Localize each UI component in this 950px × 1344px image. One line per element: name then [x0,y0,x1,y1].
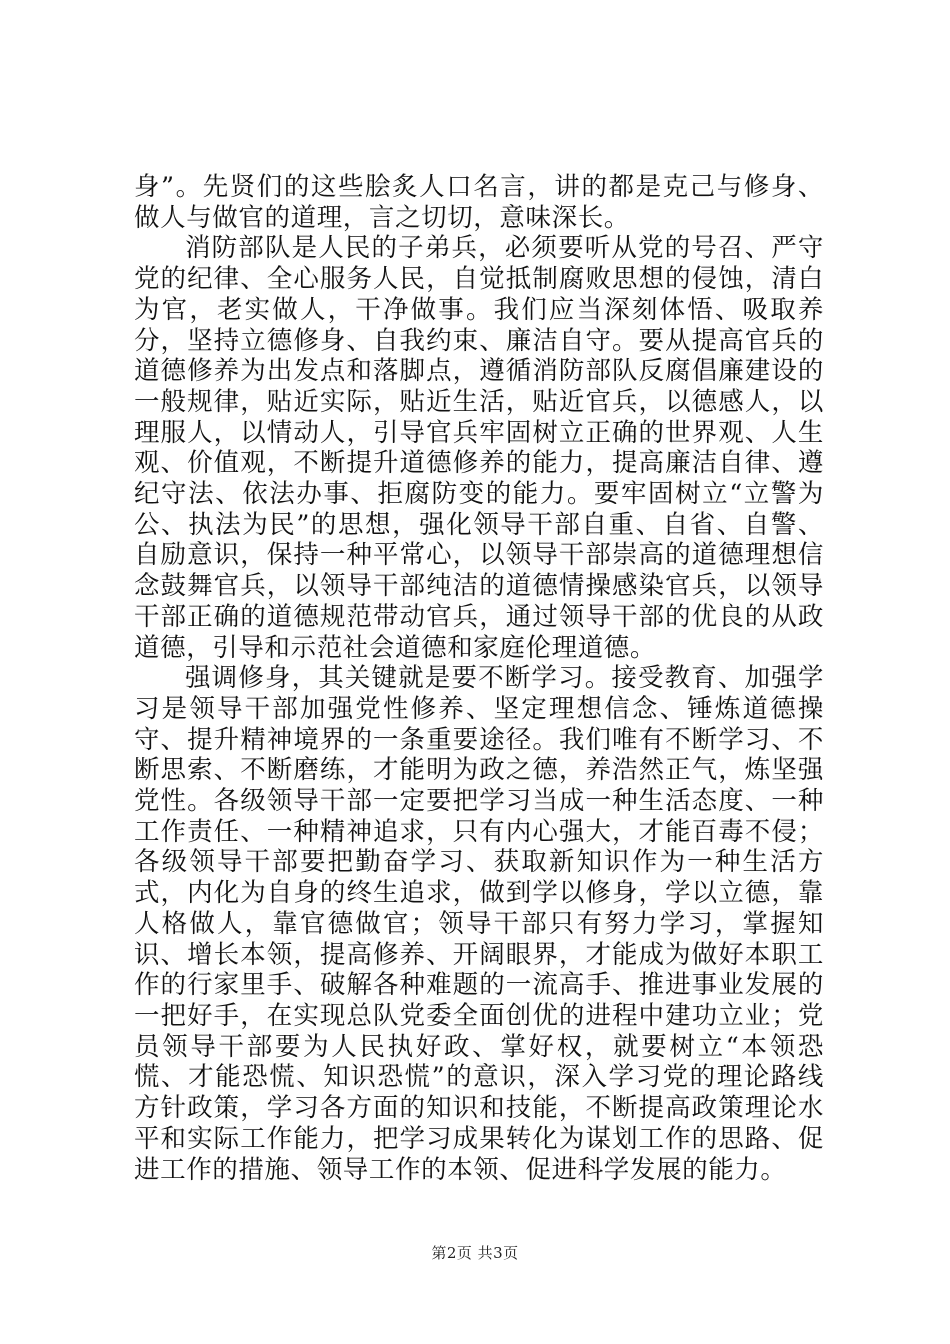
paragraph-fire-brigade: 消防部队是人民的子弟兵，必须要听从党的号召、严守党的纪律、全心服务人民，自觉抵制腐败思想的侵蚀，清白为官，老实做人，干净做事。我们应当深刻体悟、吸取养分，坚持立德修身、自我约束、廉洁自守。要从提高官兵的道德修养为出发点和落脚点，遵循消防部队反腐倡廉建设的一般规律，贴近实际，贴近生活，贴近官兵，以德感人，以理服人，以情动人，引导官兵牢固树立正确的世界观、人生观、价值观，不断提升道德修养的能力，提高廉洁自律、遵纪守法、依法办事、拒腐防变的能力。要牢固树立“立警为公、执法为民”的思想，强化领导干部自重、自省、自警、自励意识，保持一种平常心，以领导干部崇高的道德理想信念鼓舞官兵，以领导干部纯洁的道德情操感染官兵，以领导干部正确的道德规范带动官兵，通过领导干部的优良的从政道德，引导和示范社会道德和家庭伦理道德。 [134,233,824,663]
paragraph-continuation: 身”。先贤们的这些脍炙人口名言，讲的都是克己与修身、做人与做官的道理，言之切切，意味深长。 [134,172,824,233]
document-body [134,172,824,1185]
page-number: 第2页 共3页 [431,1244,519,1262]
paragraph-study: 强调修身，其关键就是要不断学习。接受教育、加强学习是领导干部加强党性修养、坚定理想信念、锤炼道德操守、提升精神境界的一条重要途径。我们唯有不断学习、不断思索、不断磨练，才能明为政之德，养浩然正气，炼坚强党性。各级领导干部一定要把学习当成一种生活态度、一种工作责任、一种精神追求，只有内心强大，才能百毒不侵；各级领导干部要把勤奋学习、获取新知识作为一种生活方式，内化为自身的终生追求，做到学以修身，学以立德，靠人格做人，靠官德做官；领导干部只有努力学习，掌握知识、增长本领，提高修养、开阔眼界，才能成为做好本职工作的行家里手、破解各种难题的一流高手、推进事业发展的一把好手，在实现总队党委全面创优的进程中建功立业；党员领导干部要为人民执好政、掌好权，就要树立“本领恐慌、才能恐慌、知识恐慌”的意识，深入学习党的理论路线方针政策，学习各方面的知识和技能，不断提高政策理论水平和实际工作能力，把学习成果转化为谋划工作的思路、促进工作的措施、领导工作的本领、促进科学发展的能力。 [134,663,824,1185]
